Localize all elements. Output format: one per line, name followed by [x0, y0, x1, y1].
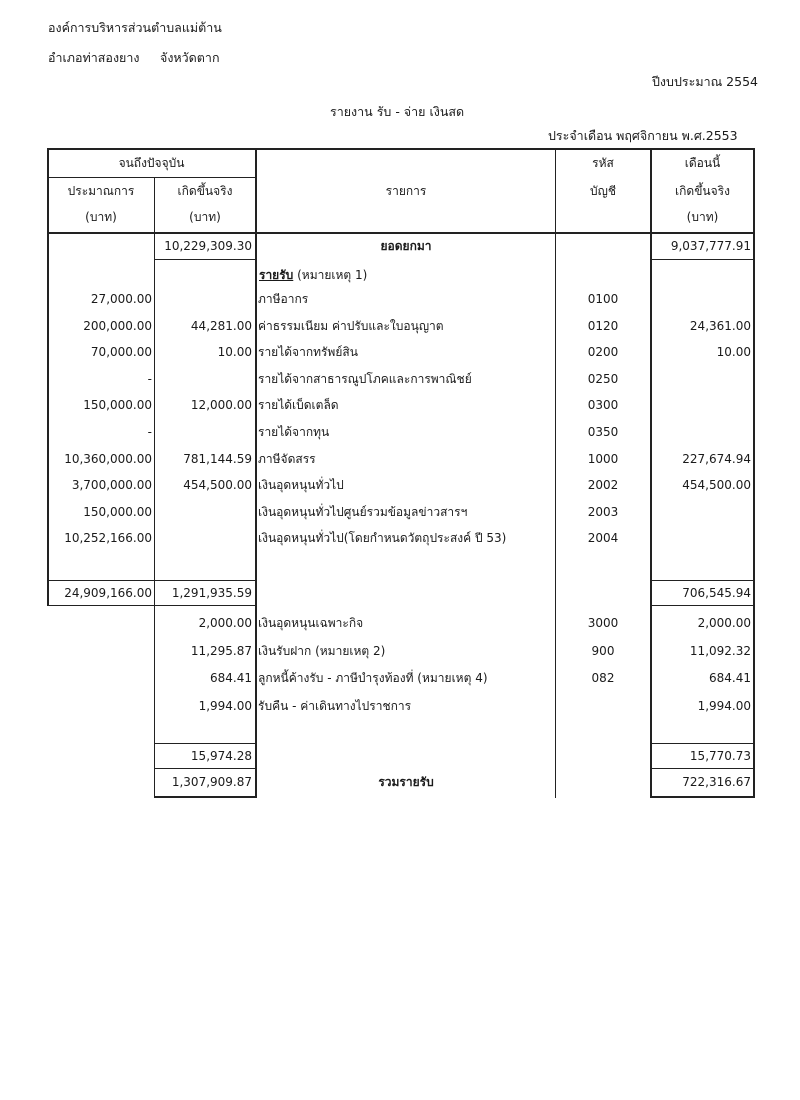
total-actual: 1,307,909.87	[171, 775, 252, 789]
row-code: 082	[591, 671, 615, 685]
row-month: 24,361.00	[689, 318, 751, 333]
carried-forward-actual: 10,229,309.30	[164, 239, 252, 253]
row-estimate: 3,700,000.00	[71, 478, 152, 493]
row-item: รับคืน - ค่าเดินทางไปราชการ	[258, 698, 412, 713]
org-province: จังหวัดตาก	[160, 50, 220, 65]
row-item: ค่าธรรมเนียม ค่าปรับและใบอนุญาต	[258, 318, 444, 333]
row-actual: 454,500.00	[183, 478, 252, 493]
row-actual: 12,000.00	[190, 398, 252, 413]
row-code: 3000	[587, 616, 619, 630]
row-actual: 10.00	[217, 345, 252, 360]
subtotal1-actual: 1,291,935.59	[171, 586, 252, 600]
row-item: รายได้จากทรัพย์สิน	[258, 345, 358, 360]
row-estimate: -	[147, 371, 152, 386]
header-actual: เกิดขึ้นจริง	[177, 184, 233, 198]
header-estimate: ประมาณการ	[67, 184, 135, 198]
subtotal1-month: 706,545.94	[682, 586, 751, 600]
row-item: รายได้จากทุน	[258, 425, 330, 439]
row-item: เงินอุดหนุนทั่วไป(โดยกำหนดวัตถุประสงค์ ปี 53)	[258, 531, 507, 546]
row-month: 684.41	[709, 671, 751, 685]
row-actual: 684.41	[210, 671, 252, 685]
header-to-date: จนถึงปัจจุบัน	[118, 156, 185, 170]
row-actual: 44,281.00	[190, 318, 252, 333]
org-name: องค์การบริหารส่วนตำบลแม่ต้าน	[48, 20, 222, 35]
row-month: 10.00	[716, 345, 751, 360]
row-item: รายได้จากสาธารณูปโภคและการพาณิชย์	[258, 371, 472, 386]
row-item: ลูกหนี้ค้างรับ - ภาษีบำรุงท้องที่ (หมายเหตุ 4)	[258, 671, 488, 685]
fiscal-year: ปีงบประมาณ 2554	[652, 74, 758, 89]
income-heading-title: รายรับ	[259, 268, 294, 282]
month-line: ประจำเดือน พฤศจิกายน พ.ศ.2553	[548, 128, 738, 143]
row-estimate: 10,252,166.00	[64, 531, 152, 546]
subtotal2-month: 15,770.73	[689, 749, 751, 763]
row-month: 2,000.00	[697, 616, 751, 630]
row-code: 1000	[587, 451, 619, 466]
row-code: 0100	[587, 292, 619, 306]
row-item: ภาษีอากร	[258, 292, 309, 306]
row-code: 2003	[587, 504, 619, 519]
row-actual: 1,994.00	[198, 698, 252, 713]
header-code-1: รหัส	[592, 156, 614, 170]
header-actual-unit: (บาท)	[189, 210, 221, 224]
header-this-month-actual: เกิดขึ้นจริง	[675, 184, 730, 198]
row-code: 0350	[587, 425, 619, 439]
row-estimate: 70,000.00	[90, 345, 152, 360]
row-item: เงินรับฝาก (หมายเหตุ 2)	[258, 643, 386, 658]
row-item: เงินอุดหนุนทั่วไปศูนย์รวมข้อมูลข่าวสารฯ	[258, 504, 468, 519]
total-month: 722,316.67	[682, 775, 751, 789]
header-this-month-unit: (บาท)	[686, 210, 719, 224]
row-month: 227,674.94	[682, 451, 751, 466]
row-month: 1,994.00	[697, 698, 751, 713]
subtotal2-actual: 15,974.28	[190, 749, 252, 763]
row-item: เงินอุดหนุนทั่วไป	[258, 478, 344, 493]
header-estimate-unit: (บาท)	[85, 210, 117, 224]
row-actual: 11,295.87	[190, 643, 252, 658]
carried-forward-label: ยอดยกมา	[380, 239, 432, 253]
header-items: รายการ	[385, 184, 427, 198]
total-label: รวมรายรับ	[378, 775, 434, 789]
header-this-month: เดือนนี้	[684, 156, 721, 170]
row-code: 0250	[587, 371, 619, 386]
subtotal1-estimate: 24,909,166.00	[64, 586, 152, 600]
row-estimate: -	[147, 425, 152, 439]
income-heading-note: (หมายเหตุ 1)	[293, 268, 368, 282]
row-item: รายได้เบ็ดเตล็ด	[258, 398, 339, 413]
row-code: 0300	[587, 398, 619, 413]
row-estimate: 150,000.00	[83, 504, 152, 519]
org-district: อำเภอท่าสองยาง	[48, 50, 140, 65]
income-heading	[259, 268, 367, 282]
row-month: 11,092.32	[689, 643, 751, 658]
row-month: 454,500.00	[682, 478, 751, 493]
row-code: 0200	[587, 345, 619, 360]
row-item: ภาษีจัดสรร	[258, 451, 316, 466]
row-estimate: 200,000.00	[83, 318, 152, 333]
row-code: 2004	[587, 531, 619, 546]
row-actual: 781,144.59	[183, 451, 252, 466]
row-code: 0120	[587, 318, 619, 333]
row-item: เงินอุดหนุนเฉพาะกิจ	[258, 616, 364, 630]
row-estimate: 10,360,000.00	[64, 451, 152, 466]
row-estimate: 27,000.00	[90, 292, 152, 306]
carried-forward-month: 9,037,777.91	[670, 239, 751, 253]
row-code: 900	[591, 643, 615, 658]
header-code-2: บัญชี	[590, 184, 616, 198]
report-title: รายงาน รับ - จ่าย เงินสด	[330, 104, 465, 119]
row-estimate: 150,000.00	[83, 398, 152, 413]
row-actual: 2,000.00	[198, 616, 252, 630]
row-code: 2002	[587, 478, 619, 493]
